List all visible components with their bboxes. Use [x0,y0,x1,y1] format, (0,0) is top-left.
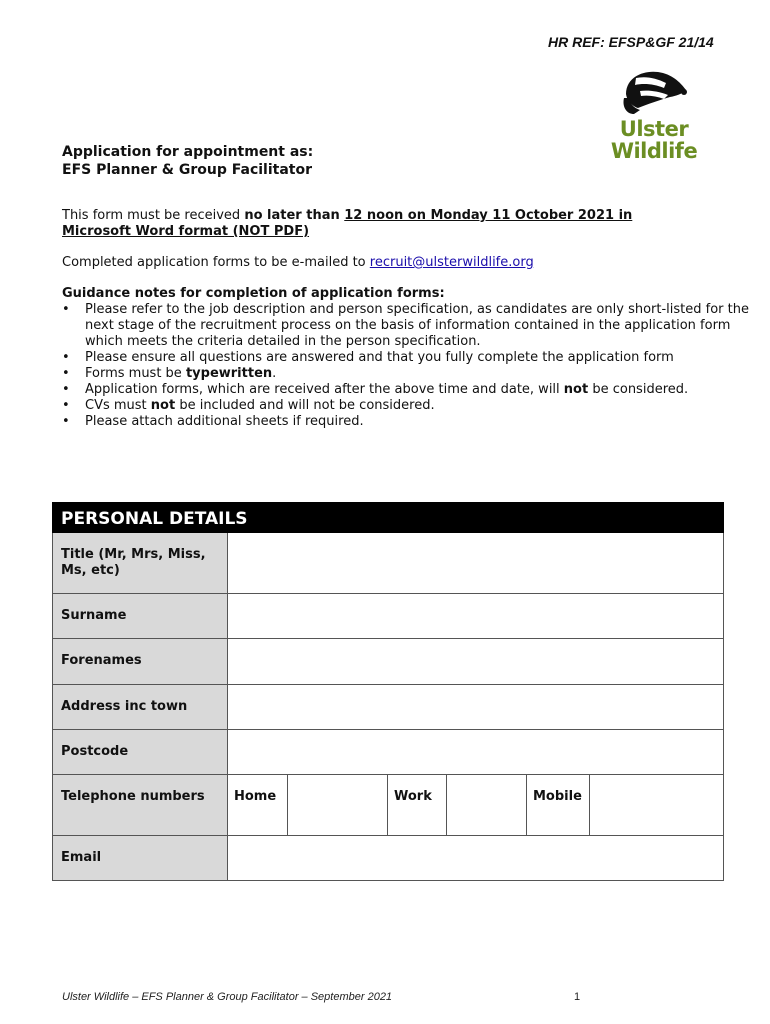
b5-bold: not [150,398,176,413]
surname-label: Surname [53,594,228,639]
list-item [62,302,762,350]
list-item: • Please attach additional sheets if required. [62,414,762,430]
logo-line-2: Wildlife [610,139,698,163]
deadline-pre: This form must be received [62,208,245,223]
b4-bold: not [563,382,589,397]
list-item: • Please ensure all questions are answered and that you fully complete the application form [62,350,762,366]
forenames-field[interactable] [228,639,724,685]
logo-line-1: Ulster [619,117,689,141]
home-label: Home [228,775,288,836]
page-title [62,143,313,179]
guidance-notes [62,286,762,430]
ulster-wildlife-logo [596,64,712,168]
postcode-field[interactable] [228,730,724,775]
title-label: Title (Mr, Mrs, Miss, Ms, etc) [53,533,228,594]
mobile-phone-field[interactable] [590,775,724,836]
badger-icon [596,64,712,116]
title-field[interactable] [228,533,724,594]
list-item [62,382,762,398]
section-heading: PERSONAL DETAILS [53,503,724,533]
list-item [62,398,762,414]
email-pre: Completed application forms to be e-mailed to [62,255,370,270]
b3-bold: typewritten [185,366,273,381]
list-item [62,366,762,382]
telephone-label: Telephone numbers [53,775,228,836]
b3-pre: Forms must be [85,366,186,381]
surname-field[interactable] [228,594,724,639]
page-number: 1 [574,991,581,1003]
b4-pre: Application forms, which are received after the above time and date, will [85,382,564,397]
email-instruction [62,255,534,271]
work-phone-field[interactable] [447,775,527,836]
b5-pre: CVs must [85,398,151,413]
email-label: Email [53,836,228,881]
title-line-1: Application for appointment as: [62,144,314,160]
mobile-label: Mobile [527,775,590,836]
guidance-list [62,302,762,430]
b5-post: be included and will not be considered. [175,398,435,413]
work-label: Work [388,775,447,836]
forenames-label: Forenames [53,639,228,685]
hr-reference: HR REF: EFSP&GF 21/14 [548,34,714,50]
address-label: Address inc town [53,685,228,730]
deadline-notice [62,208,702,240]
b4-post: be considered. [588,382,689,397]
deadline-bold: no later than [244,208,345,223]
address-field[interactable] [228,685,724,730]
personal-details-table [52,502,724,881]
recruit-email-link[interactable]: recruit@ulsterwildlife.org [369,255,534,270]
title-line-2: EFS Planner & Group Facilitator [62,162,312,178]
postcode-label: Postcode [53,730,228,775]
guidance-title: Guidance notes for completion of application forms: [62,286,445,301]
email-field[interactable] [228,836,724,881]
b3-post: . [272,366,277,381]
deadline-date: 12 noon on Monday 11 October 2021 in Microsoft Word format (NOT PDF) [62,208,633,239]
footer-text: Ulster Wildlife – EFS Planner & Group Facilitator – September 2021 [62,991,393,1003]
guidance-b1-line2: next stage of the recruitment process on the basis of information contained in the application form [85,318,731,333]
guidance-b1-line3: which meets the criteria detailed in the person specification. [85,334,481,349]
guidance-b1-line1: • Please refer to the job description and person specification, as candidates are only short-listed for the [85,302,749,317]
home-phone-field[interactable] [288,775,388,836]
